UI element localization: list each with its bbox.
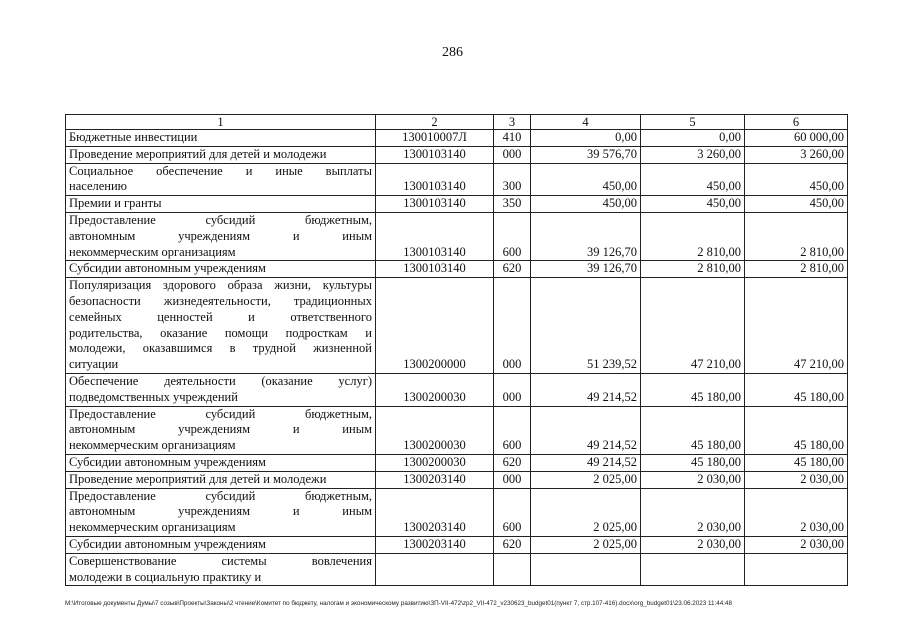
row-name-cell — [66, 196, 376, 213]
header-cell-3: 3 — [494, 115, 531, 130]
row-name-line: Предоставление субсидий бюджетным, — [69, 406, 372, 421]
row-code-cell: 1300103140 — [376, 163, 494, 196]
row-name-line: Социальное обеспечение и иные выплаты — [69, 163, 372, 178]
row-name-cell — [66, 373, 376, 406]
row-name-line: молодежи, оказавшимся в трудной жизненной — [69, 341, 372, 356]
row-name-line: Предоставление субсидий бюджетным, — [69, 488, 372, 503]
row-value-2-cell: 450,00 — [641, 163, 745, 196]
table-row — [66, 553, 848, 586]
row-name-line: Совершенствование системы вовлечения — [69, 553, 372, 568]
row-value-2-cell: 45 180,00 — [641, 406, 745, 454]
row-name-cell — [66, 163, 376, 196]
row-value-1-cell: 2 025,00 — [531, 536, 641, 553]
row-code-cell: 1300103140 — [376, 146, 494, 163]
row-code-cell: 1300203140 — [376, 471, 494, 488]
row-code-cell: 1300200030 — [376, 373, 494, 406]
row-value-1-cell: 51 239,52 — [531, 278, 641, 374]
budget-table — [65, 114, 848, 586]
row-type-cell: 000 — [494, 278, 531, 374]
row-name-cell — [66, 278, 376, 374]
row-value-1-cell: 49 214,52 — [531, 373, 641, 406]
table-body — [66, 130, 848, 586]
table-row — [66, 373, 848, 406]
row-name-line: автономным учреждениям и иным — [69, 504, 372, 519]
table-row — [66, 212, 848, 260]
row-value-3-cell — [745, 553, 848, 586]
row-name-cell — [66, 130, 376, 147]
row-code-cell: 1300200030 — [376, 454, 494, 471]
row-value-2-cell — [641, 553, 745, 586]
row-value-1-cell: 2 025,00 — [531, 471, 641, 488]
row-value-3-cell: 450,00 — [745, 163, 848, 196]
row-code-cell: 1300103140 — [376, 196, 494, 213]
header-cell-2: 2 — [376, 115, 494, 130]
row-name-cell — [66, 454, 376, 471]
row-value-1-cell: 49 214,52 — [531, 406, 641, 454]
row-type-cell: 620 — [494, 261, 531, 278]
row-name-cell — [66, 536, 376, 553]
row-name-cell — [66, 212, 376, 260]
row-name-line: некоммерческим организациям — [69, 520, 236, 535]
header-cell-6: 6 — [745, 115, 848, 130]
row-type-cell: 600 — [494, 406, 531, 454]
table-row — [66, 536, 848, 553]
row-name-line: подведомственных учреждений — [69, 389, 238, 404]
row-type-cell — [494, 553, 531, 586]
row-type-cell: 000 — [494, 471, 531, 488]
row-value-1-cell: 0,00 — [531, 130, 641, 147]
row-name-line: Субсидии автономным учреждениям — [69, 536, 266, 551]
row-value-1-cell: 2 025,00 — [531, 488, 641, 536]
row-value-2-cell: 45 180,00 — [641, 454, 745, 471]
row-value-3-cell: 450,00 — [745, 196, 848, 213]
row-value-1-cell: 39 126,70 — [531, 261, 641, 278]
row-value-2-cell: 0,00 — [641, 130, 745, 147]
row-type-cell: 300 — [494, 163, 531, 196]
row-type-cell: 000 — [494, 146, 531, 163]
row-value-2-cell: 2 030,00 — [641, 488, 745, 536]
row-code-cell: 1300200000 — [376, 278, 494, 374]
table-row — [66, 261, 848, 278]
row-type-cell: 000 — [494, 373, 531, 406]
row-name-cell — [66, 553, 376, 586]
row-name-cell — [66, 261, 376, 278]
row-value-2-cell: 2 810,00 — [641, 212, 745, 260]
row-name-line: автономным учреждениям и иным — [69, 228, 372, 243]
row-value-3-cell: 2 030,00 — [745, 536, 848, 553]
table-row — [66, 278, 848, 374]
row-name-line: некоммерческим организациям — [69, 438, 236, 453]
row-code-cell — [376, 553, 494, 586]
row-name-line: родительства, оказание помощи подросткам и — [69, 325, 372, 340]
row-name-line: населению — [69, 179, 127, 194]
row-value-3-cell: 2 810,00 — [745, 261, 848, 278]
row-name-cell — [66, 406, 376, 454]
row-type-cell: 600 — [494, 212, 531, 260]
row-type-cell: 350 — [494, 196, 531, 213]
row-value-1-cell: 49 214,52 — [531, 454, 641, 471]
row-type-cell: 410 — [494, 130, 531, 147]
table-row — [66, 146, 848, 163]
row-value-1-cell: 450,00 — [531, 196, 641, 213]
row-name-line: безопасности жизнедеятельности, традиционных — [69, 293, 372, 308]
row-value-3-cell: 47 210,00 — [745, 278, 848, 374]
table-row — [66, 471, 848, 488]
row-value-1-cell — [531, 553, 641, 586]
row-value-3-cell: 60 000,00 — [745, 130, 848, 147]
row-name-line: Обеспечение деятельности (оказание услуг) — [69, 373, 372, 388]
row-code-cell: 1300103140 — [376, 261, 494, 278]
row-name-line: некоммерческим организациям — [69, 244, 236, 259]
row-value-1-cell: 39 126,70 — [531, 212, 641, 260]
row-name-cell — [66, 488, 376, 536]
row-code-cell: 1300103140 — [376, 212, 494, 260]
row-name-line: Премии и гранты — [69, 196, 162, 211]
row-value-3-cell: 2 030,00 — [745, 471, 848, 488]
table-row — [66, 488, 848, 536]
row-value-1-cell: 39 576,70 — [531, 146, 641, 163]
row-code-cell: 1300203140 — [376, 536, 494, 553]
row-value-2-cell: 47 210,00 — [641, 278, 745, 374]
row-value-2-cell: 45 180,00 — [641, 373, 745, 406]
table-row — [66, 196, 848, 213]
row-value-2-cell: 450,00 — [641, 196, 745, 213]
header-cell-1: 1 — [66, 115, 376, 130]
table-row — [66, 130, 848, 147]
row-name-line: молодежи в социальную практику и — [69, 569, 262, 584]
row-value-3-cell: 2 810,00 — [745, 212, 848, 260]
page-number: 286 — [442, 45, 463, 60]
row-code-cell: 1300200030 — [376, 406, 494, 454]
row-type-cell: 620 — [494, 536, 531, 553]
row-code-cell: 130010007Л — [376, 130, 494, 147]
row-name-line: Популяризация здорового образа жизни, культуры — [69, 278, 372, 293]
row-value-3-cell: 3 260,00 — [745, 146, 848, 163]
row-value-3-cell: 45 180,00 — [745, 373, 848, 406]
row-value-2-cell: 3 260,00 — [641, 146, 745, 163]
row-name-cell — [66, 146, 376, 163]
row-type-cell: 620 — [494, 454, 531, 471]
row-name-line: семейных ценностей и ответственного — [69, 309, 372, 324]
row-name-line: Проведение мероприятий для детей и молодежи — [69, 471, 327, 486]
row-name-line: Предоставление субсидий бюджетным, — [69, 212, 372, 227]
row-value-3-cell: 45 180,00 — [745, 406, 848, 454]
row-code-cell: 1300203140 — [376, 488, 494, 536]
row-value-3-cell: 2 030,00 — [745, 488, 848, 536]
row-name-line: ситуации — [69, 357, 119, 372]
row-name-line: Бюджетные инвестиции — [69, 130, 198, 144]
header-row — [66, 115, 848, 130]
row-value-2-cell: 2 030,00 — [641, 471, 745, 488]
row-name-line: автономным учреждениям и иным — [69, 422, 372, 437]
row-name-line: Субсидии автономным учреждениям — [69, 454, 266, 469]
row-value-2-cell: 2 810,00 — [641, 261, 745, 278]
header-cell-4: 4 — [531, 115, 641, 130]
table-row — [66, 454, 848, 471]
row-type-cell: 600 — [494, 488, 531, 536]
row-value-1-cell: 450,00 — [531, 163, 641, 196]
table-row — [66, 406, 848, 454]
footer-file-path: M:\Итоговые документы Думы\7 созыв\Проекты\Законы\2 чтение\Комитет по бюджету, налогам и экономическому развитию\ЗП-VII-472\zp2_VII-472_v230623_budget01(пункт 7, стр.107-416).docx\org_budget01\23.06.2023 11:44:48 — [65, 600, 733, 607]
row-name-cell — [66, 471, 376, 488]
header-cell-5: 5 — [641, 115, 745, 130]
row-value-2-cell: 2 030,00 — [641, 536, 745, 553]
row-name-line: Проведение мероприятий для детей и молодежи — [69, 146, 327, 161]
table-row — [66, 163, 848, 196]
row-name-line: Субсидии автономным учреждениям — [69, 261, 266, 276]
row-value-3-cell: 45 180,00 — [745, 454, 848, 471]
